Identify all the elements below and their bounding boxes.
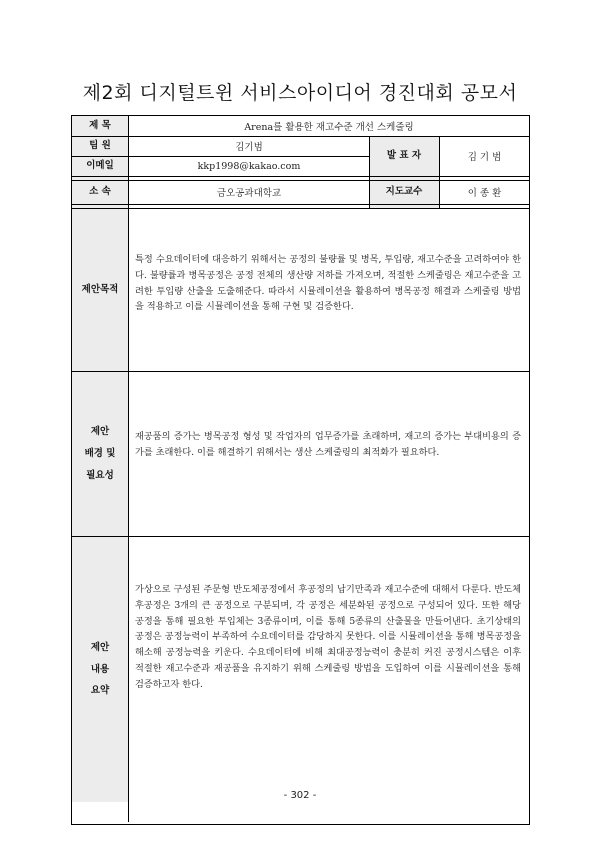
background-label-line: 제안 [90,426,110,438]
background-label-line: 배경 및 [84,448,116,460]
presenter-label: 발 표 자 [386,150,422,162]
proposal-form [71,115,530,825]
title-value: Arena를 활용한 재고수준 개선 스케줄링 [244,122,414,133]
advisor-value: 이 종 환 [467,188,502,199]
affiliation-label: 소 속 [89,186,111,198]
background-label [72,372,128,536]
row-divider [72,204,529,205]
column-divider [128,116,129,822]
document-title: 제2회 디지털트윈 서비스아이디어 경진대회 공모서 [82,82,518,104]
purpose-text: 특정 수요데이터에 대응하기 위해서는 공정의 불량률 및 병목, 투입량, 재고수준을 고려하여야 한다. 불량률과 병목공정은 공정 전체의 생산량 저하를 가져오며, 적절한 스케줄링은 재고수준을 고려한 투입량 산출을 도출해준다. 따라서 시뮬레이션을 활용하여 병목공정 해결과 스케줄링 방법을 적용하고 이를 시뮬레이션을 통해 구현 및 검증한다. [135,254,521,313]
background-text: 재공품의 증가는 병목공정 형성 및 작업자의 업무증가를 초래하며, 재고의 증가는 부대비용의 증가를 초래한다. 이를 해결하기 위해서는 생산 스케줄링의 최적화가 필요하다. [135,431,521,458]
row-divider [72,176,529,177]
team-label: 팀 원 [89,140,111,152]
team-value: 김기범 [235,142,263,153]
summary-label-line: 내용 [90,663,110,675]
affiliation-value: 금오공과대학교 [216,188,282,199]
email-label: 이메일 [86,160,114,172]
section-divider [72,536,529,537]
purpose-label: 제안목적 [81,284,119,296]
summary-text: 가상으로 구성된 주문형 반도체공정에서 후공정의 납기만족과 재고수준에 대해서 다룬다. 반도체 후공정은 3개의 큰 공정으로 구분되며, 각 공정은 세분화된 공정으로 구성되어 있다. 또한 해당 공정을 통해 필요한 투입체는 3종류이며, 이를 통해 5종류의 산출물을 만들어낸다. 초기상태의 공정은 공정능력이 부족하여 수요데이터를 감당하지 못한다. 이를 시뮬레이션을 통해 병목공정을 해소해 공정능력을 키운다. 수요데이터에 비해 최대공정능력이 충분히 커진 공정시스템은 이후 적절한 재고수준과 재공품을 유지하기 위해 스케줄링 방법을 도입하여 이를 시뮬레이션을 통해 검증하고자 한다. [135,584,521,690]
advisor-label: 지도교수 [385,186,423,198]
title-label: 제 목 [89,120,111,132]
summary-label [72,537,128,802]
background-label-line: 필요성 [86,469,114,481]
summary-label-line: 요약 [90,685,110,697]
section-divider [72,371,529,372]
page-number: - 302 - [283,790,317,801]
presenter-value: 김 기 범 [467,152,502,163]
summary-label-line: 제안 [90,641,110,653]
email-value: kkp1998@kakao.com [197,160,301,172]
row-divider-double [72,208,529,209]
